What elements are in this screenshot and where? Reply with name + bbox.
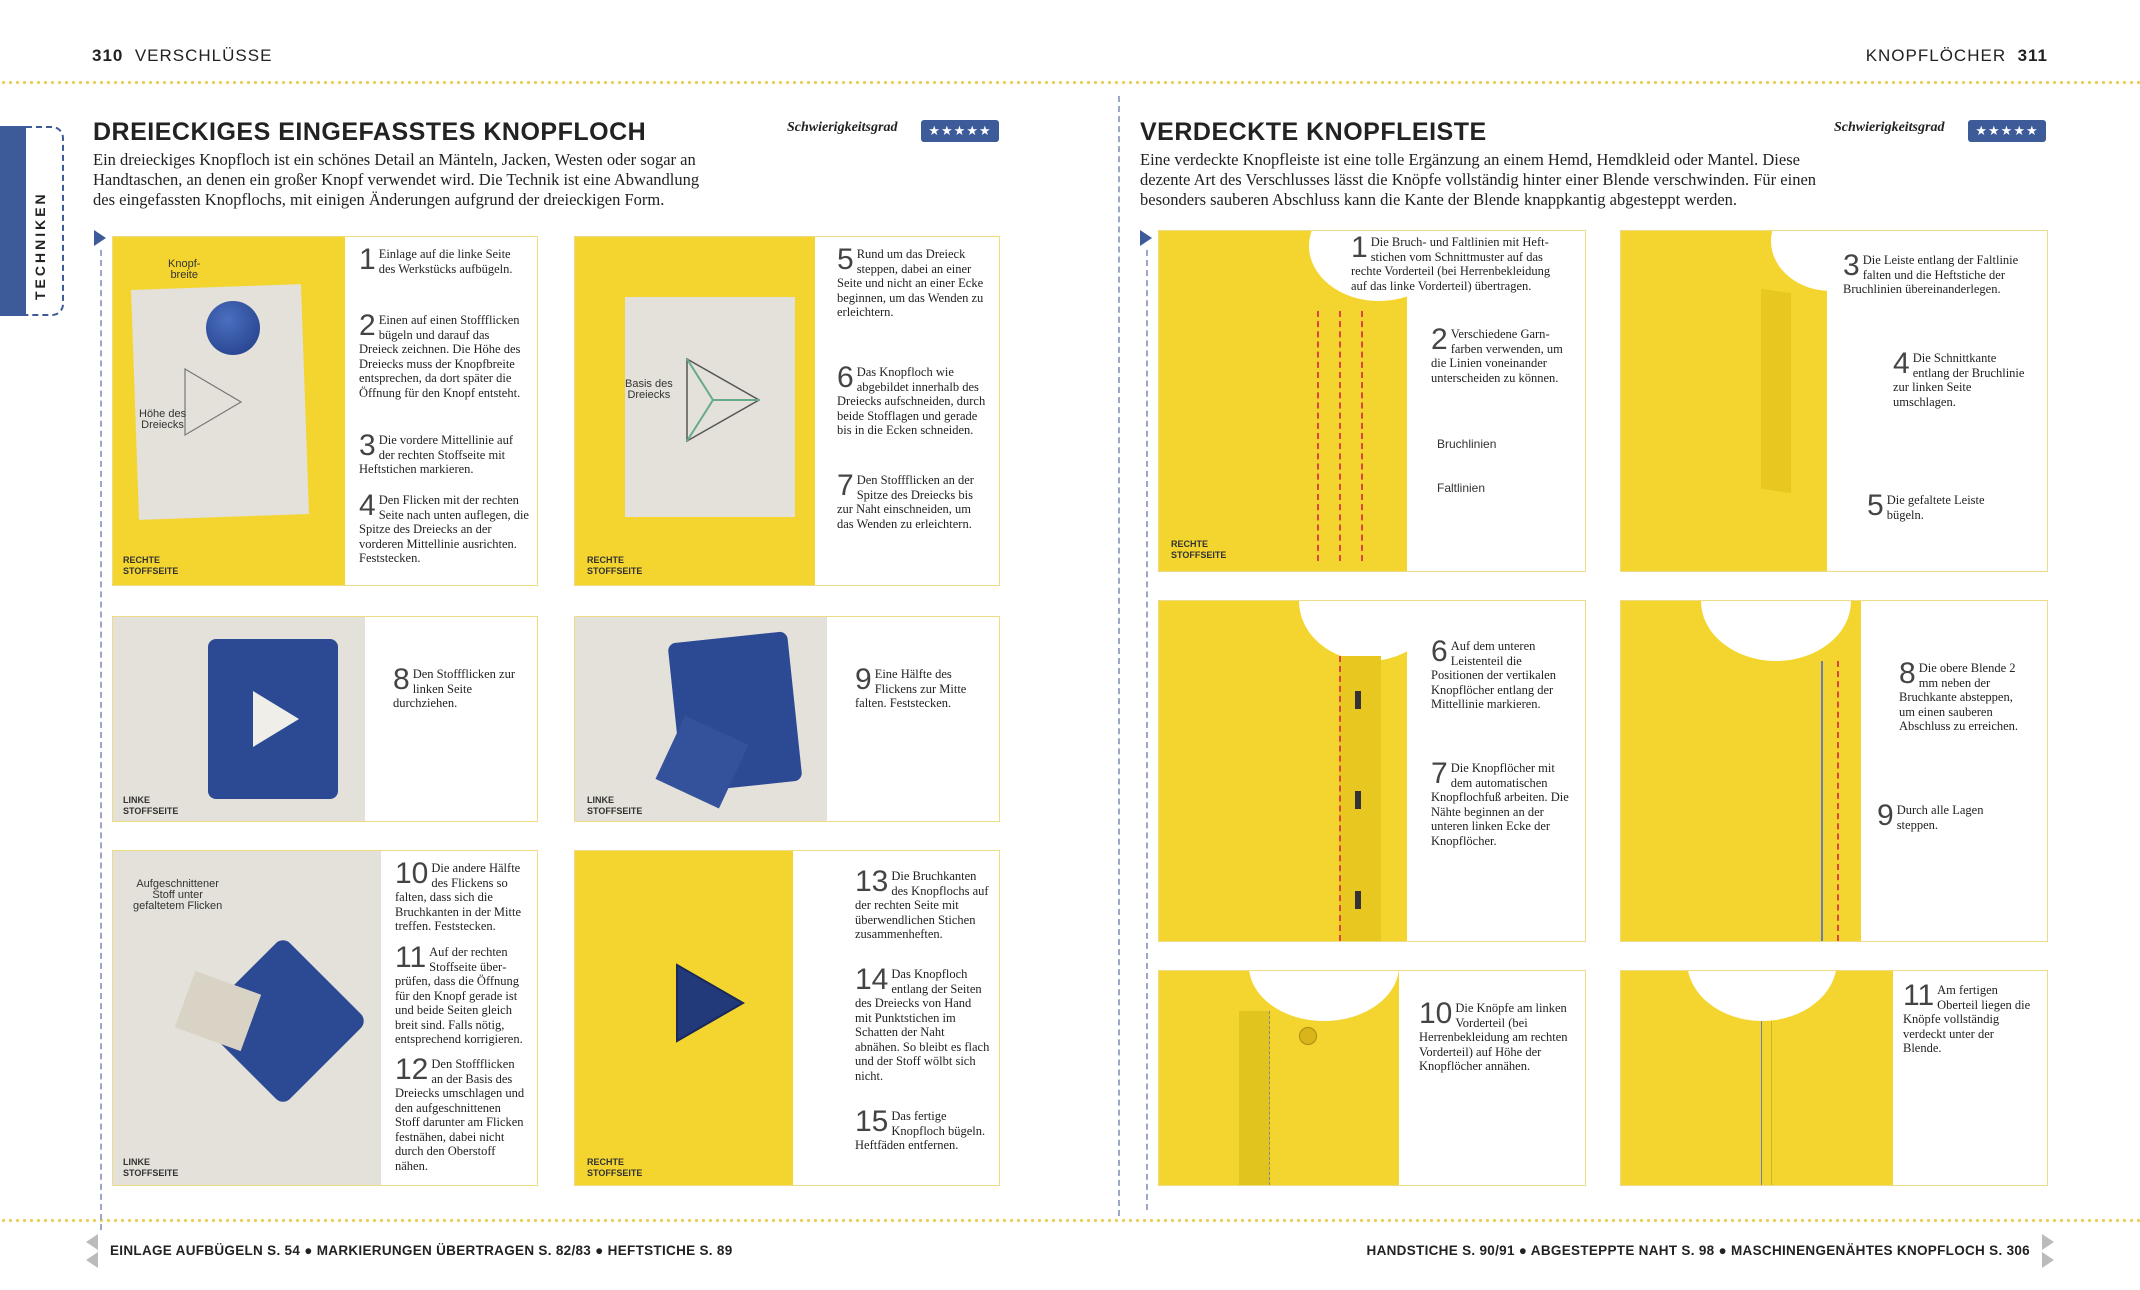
prev-arrow-icon[interactable] — [86, 1234, 98, 1250]
finished-triangle-buttonhole-icon — [675, 963, 745, 1043]
step-4: 4 Die Schnittkante entlang der Bruchlinie zur linken Seite umschlagen. — [1893, 347, 2025, 409]
label-stoffseite: RECHTE STOFFSEITE — [587, 1157, 643, 1178]
step-7: 7 Die Knopflöcher mit dem automatischen Knopflochfuß arbeiten. Die Nähte beginnen an der unteren linken Ecke der Knopflöcher. — [1431, 757, 1569, 848]
footer-right-refs[interactable]: HANDSTICHE S. 90/91 ● ABGESTEPPTE NAHT S. 98 ● MASCHINENGENÄHTES KNOPFLOCH S. 306 — [1366, 1243, 2030, 1258]
label-stoffseite: LINKE STOFFSEITE — [587, 795, 643, 816]
buttonhole-mark — [1355, 891, 1361, 909]
left-intro: Ein dreieckiges Knopfloch ist ein schönes Detail an Mänteln, Jacken, Westen oder sogar an Handtaschen, an denen ein großer Knopf verwendet wird. Die Technik ist eine Abwandlung des eingefassten Knopflochs, mit einigen Änderungen aufgrund der dreieckigen Form. — [93, 150, 700, 209]
left-section: VERSCHLÜSSE — [134, 46, 273, 65]
label-stoffseite: RECHTE STOFFSEITE — [123, 555, 179, 576]
photo-fabric — [1621, 231, 1827, 571]
left-title: DREIECKIGES EINGEFASSTES KNOPFLOCH — [93, 118, 647, 146]
label-aufgeschnitten: Aufgeschnittener Stoff unter gefaltetem Flicken — [133, 878, 223, 912]
right-page-number: 311 — [2017, 46, 2048, 65]
step-11: 11 Auf der rechten Stoffseite überprüfen, dass die Öffnung für den Knopf gerade ist und beide Seiten gleich breit sind. Falls nötig, entsprechend korrigieren. — [395, 941, 523, 1046]
step-11: 11 Am fertigen Oberteil liegen die Knöpfe vollständig verdeckt unter der Blende. — [1903, 979, 2031, 1055]
top-dotted-rule — [0, 80, 2140, 85]
label-stoffseite: RECHTE STOFFSEITE — [587, 555, 643, 576]
step-3: 3 Die Leiste entlang der Faltlinie falten und die Heftstiche der Bruchlinien übereinanderlegen. — [1843, 249, 2019, 296]
label-faltlinien: Faltlinien — [1437, 481, 1486, 495]
left-panel-1 — [112, 236, 538, 586]
step-7: 7 Den Stoffflicken an der Spitze des Dreiecks bis zur Naht einschneiden, um das Wenden zu erleichtern. — [837, 469, 974, 531]
left-difficulty-label: Schwierigkeitsgrad — [787, 120, 898, 135]
photo-fabric — [113, 617, 365, 821]
step-8: 8 Die obere Blende 2 mm neben der Bruchkante absteppen, um einen sauberen Abschluss zu erreichen. — [1899, 657, 2019, 733]
right-panel-6 — [1620, 970, 2048, 1186]
left-panel-4 — [574, 616, 1000, 822]
step-10: 10 Die andere Hälfte des Flickens so falten, dass sich die Bruchkanten in der Mitte treffen. Feststecken. — [395, 857, 522, 933]
right-difficulty-label: Schwierigkeitsgrad — [1834, 120, 1945, 135]
buttonhole-mark — [1355, 691, 1361, 709]
photo-fabric — [113, 237, 345, 585]
left-difficulty-stars: ★★★★★ — [921, 120, 999, 142]
label-stoffseite: RECHTE STOFFSEITE — [1171, 539, 1227, 560]
left-panel-2 — [574, 236, 1000, 586]
right-panel-3 — [1158, 600, 1586, 942]
triangle-outline-icon — [183, 367, 243, 437]
right-running-head — [1866, 46, 2048, 66]
gutter-dashed-line — [1118, 96, 1120, 1216]
fold-line — [1361, 311, 1363, 561]
right-dashed-guide — [1146, 250, 1148, 1210]
right-intro: Eine verdeckte Knopfleiste ist eine tolle Ergänzung an einem Hemd, Hemdkleid oder Mantel. Diese dezente Art des Verschlusses lässt die Knöpfe vollständig hinter einer Blende verschwinden. Für einen besonders sauberen Abschluss kann die Kante der Blende knappkantig abgesteppt werden. — [1140, 150, 1817, 209]
neckline-cutout — [1299, 600, 1439, 661]
step-3: 3 Die vordere Mittellinie auf der rechten Stoffseite mit Heftstichen markieren. — [359, 429, 514, 476]
photo-fabric — [575, 237, 815, 585]
step-2: 2 Verschiedene Garnfarben verwenden, um die Linien voneinander unterscheiden zu können. — [1431, 323, 1563, 385]
fold-line — [1837, 661, 1839, 941]
next-arrow-icon[interactable] — [2042, 1234, 2054, 1250]
right-panel-5 — [1158, 970, 1586, 1186]
step-6: 6 Das Knopfloch wie abgebildet innerhalb des Dreiecks aufschneiden, durch beide Stofflagen und gerade bis in die Ecken schneiden. — [837, 361, 986, 437]
step-12: 12 Den Stoffflicken an der Basis des Dreiecks umschlagen und den aufgeschnittenen Stoff darunter am Flicken festnähen, dabei nicht durch den Oberstoff nähen. — [395, 1053, 525, 1173]
right-panel-1 — [1158, 230, 1586, 572]
bottom-dotted-rule — [0, 1218, 2140, 1223]
right-difficulty-stars: ★★★★★ — [1968, 120, 2046, 142]
label-stoffseite: LINKE STOFFSEITE — [123, 795, 179, 816]
label-stoffseite: LINKE STOFFSEITE — [123, 1157, 179, 1178]
left-running-head — [92, 46, 272, 66]
right-start-marker — [1140, 230, 1152, 246]
fold-line — [1317, 311, 1319, 561]
step-5: 5 Die gefaltete Leiste bügeln. — [1867, 489, 1985, 522]
prev-arrow-icon[interactable] — [86, 1252, 98, 1268]
folded-placket — [1761, 289, 1791, 493]
button-icon — [206, 301, 260, 355]
right-panel-4 — [1620, 600, 2048, 942]
photo-fabric — [113, 851, 381, 1185]
left-page-number: 310 — [92, 46, 124, 65]
footer-left-refs[interactable]: EINLAGE AUFBÜGELN S. 54 ● MARKIERUNGEN ÜBERTRAGEN S. 82/83 ● HEFTSTICHE S. 89 — [110, 1243, 733, 1258]
neckline-cutout — [1687, 970, 1837, 1021]
right-title: VERDECKTE KNOPFLEISTE — [1140, 118, 1487, 146]
buttonhole-mark — [1355, 791, 1361, 809]
step-2: 2 Einen auf einen Stoffflicken bügeln und darauf das Dreieck zeichnen. Die Höhe des Dreiecks muss der Knopfbreite entsprechen, da dort später die Öffnung für den Knopf entsteht. — [359, 309, 521, 400]
button-icon — [1299, 1027, 1317, 1045]
triangle-opening-icon — [251, 689, 301, 749]
label-knopfbreite: Knopf- breite — [168, 258, 201, 281]
step-8: 8 Den Stoffflicken zur linken Seite durchziehen. — [393, 663, 515, 710]
next-arrow-icon[interactable] — [2042, 1252, 2054, 1268]
step-1: 1 Einlage auf die linke Seite des Werkstücks aufbügeln. — [359, 243, 513, 276]
photo-fabric — [1621, 971, 1893, 1185]
placket-edge — [1771, 1021, 1772, 1185]
photo-fabric — [1159, 971, 1399, 1185]
step-6: 6 Auf dem unteren Leistenteil die Positionen der vertikalen Knopflöcher entlang der Mittellinie markieren. — [1431, 635, 1556, 711]
left-panel-5 — [112, 850, 538, 1186]
photo-fabric — [575, 851, 793, 1185]
neckline-cutout — [1249, 970, 1399, 1021]
step-13: 13 Die Bruchkanten des Knopflochs auf der rechten Seite mit überwendlichen Stichen zusammenheften. — [855, 865, 989, 941]
label-basis-dreieck: Basis des Dreiecks — [625, 378, 673, 401]
left-start-marker — [94, 230, 106, 246]
right-panel-2 — [1620, 230, 2048, 572]
placket — [1239, 1011, 1270, 1185]
step-9: 9 Eine Hälfte des Flickens zur Mitte falten. Feststecken. — [855, 663, 967, 710]
left-panel-6 — [574, 850, 1000, 1186]
topstitch-line — [1761, 1021, 1762, 1185]
stitched-triangle-icon — [683, 355, 763, 445]
step-10: 10 Die Knöpfe am linken Vorderteil (bei Herrenbekleidung am rechten Vorderteil) auf Höhe der Knopflöcher annähen. — [1419, 997, 1568, 1073]
right-section: KNOPFLÖCHER — [1865, 46, 2007, 65]
step-14: 14 Das Knopfloch entlang der Seiten des Dreiecks von Hand mit Punktstichen im Schatten der Naht abnähen. So bleibt es flach und der Stoff wölbt sich nicht. — [855, 963, 990, 1083]
photo-fabric — [1159, 601, 1407, 941]
step-15: 15 Das fertige Knopfloch bügeln. Heftfäden entfernen. — [855, 1105, 986, 1152]
step-5: 5 Rund um das Dreieck steppen, dabei an einer Seite und nicht an einer Ecke beginnen, um das Wenden zu erleichtern. — [837, 243, 984, 319]
step-1: 1 Die Bruch- und Faltlinien mit Heftstichen vom Schnittmuster auf das rechte Vorderteil (bei Herrenbekleidung auf das linke Vorderteil) übertragen. — [1351, 231, 1551, 293]
photo-fabric — [575, 617, 827, 821]
label-hoehe-dreieck: Höhe des Dreiecks — [139, 408, 187, 431]
topstitch-line — [1821, 661, 1823, 941]
left-dashed-guide — [100, 250, 102, 1230]
side-tab-bar — [0, 126, 26, 316]
neckline-cutout — [1701, 600, 1851, 661]
side-tab-label: TECHNIKEN — [32, 191, 48, 300]
photo-fabric — [1621, 601, 1861, 941]
left-panel-3 — [112, 616, 538, 822]
step-9: 9 Durch alle Lagen steppen. — [1877, 799, 1984, 832]
fold-line — [1339, 311, 1341, 561]
label-bruchlinien: Bruchlinien — [1437, 437, 1497, 451]
step-4: 4 Den Flicken mit der rechten Seite nach unten auflegen, die Spitze des Dreiecks an der vorderen Mittellinie ausrichten. Feststecken. — [359, 489, 529, 565]
